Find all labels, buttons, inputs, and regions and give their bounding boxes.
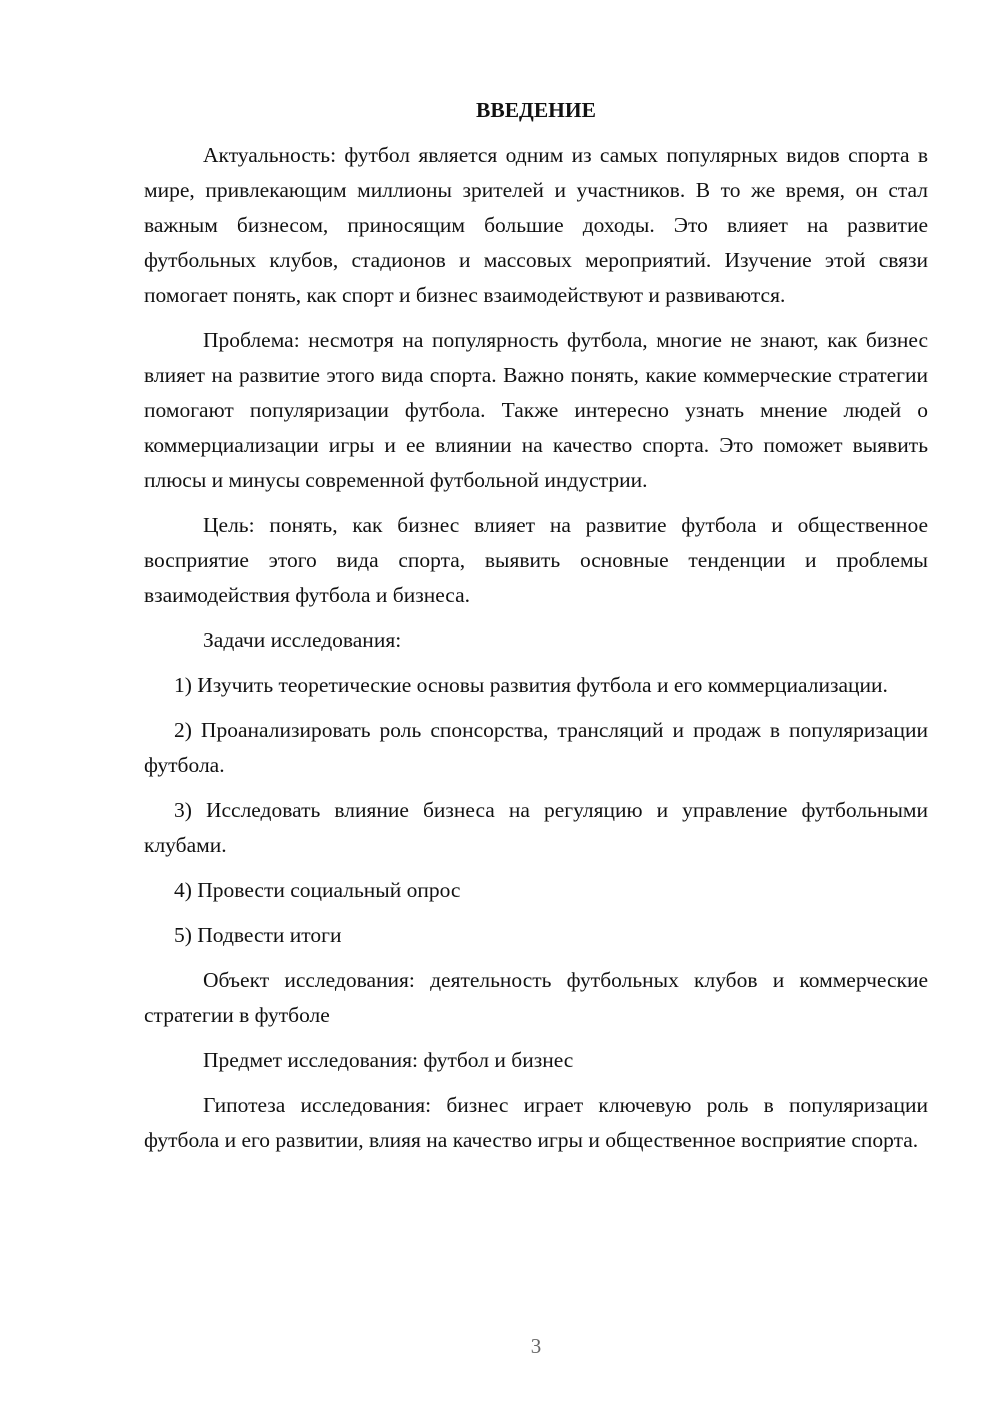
problem-paragraph: Проблема: несмотря на популярность футбола, многие не знают, как бизнес влияет на развитие этого вида спорта. Важно понять, какие коммерческие стратегии помогают популяризации футбола. Также интересно узнать мнение людей о коммерциализации игры и ее влиянии на качество спорта. Это поможет выявить плюсы и минусы современной футбольной индустрии. [144,328,928,492]
relevance-paragraph: Актуальность: футбол является одним из самых популярных видов спорта в мире, привлекающим миллионы зрителей и участников. В то же время, он стал важным бизнесом, приносящим большие доходы. Это влияет на развитие футбольных клубов, стадионов и массовых мероприятий. Изучение этой связи помогает понять, как спорт и бизнес взаимодействуют и развиваются. [144,143,928,307]
page-number: 3 [530,1334,542,1358]
task-item-2: 2) Проанализировать роль спонсорства, трансляций и продаж в популяризации футбола. [144,718,928,777]
tasks-heading: Задачи исследования: [203,628,402,652]
document-page [144,90,928,1168]
page-title: ВВЕДЕНИЕ [476,98,596,122]
goal-paragraph: Цель: понять, как бизнес влияет на развитие футбола и общественное восприятие этого вида спорта, выявить основные тенденции и проблемы взаимодействия футбола и бизнеса. [144,513,928,607]
task-item-1: 1) Изучить теоретические основы развития футбола и его коммерциализации. [174,673,888,697]
subject-paragraph: Предмет исследования: футбол и бизнес [203,1048,574,1072]
task-item-4: 4) Провести социальный опрос [174,878,461,902]
hypothesis-paragraph: Гипотеза исследования: бизнес играет ключевую роль в популяризации футбола и его развитии, влияя на качество игры и общественное восприятие спорта. [144,1093,928,1152]
task-item-5: 5) Подвести итоги [174,923,342,947]
object-paragraph: Объект исследования: деятельность футбольных клубов и коммерческие стратегии в футболе [144,968,928,1027]
task-item-3: 3) Исследовать влияние бизнеса на регуляцию и управление футбольными клубами. [144,798,928,857]
